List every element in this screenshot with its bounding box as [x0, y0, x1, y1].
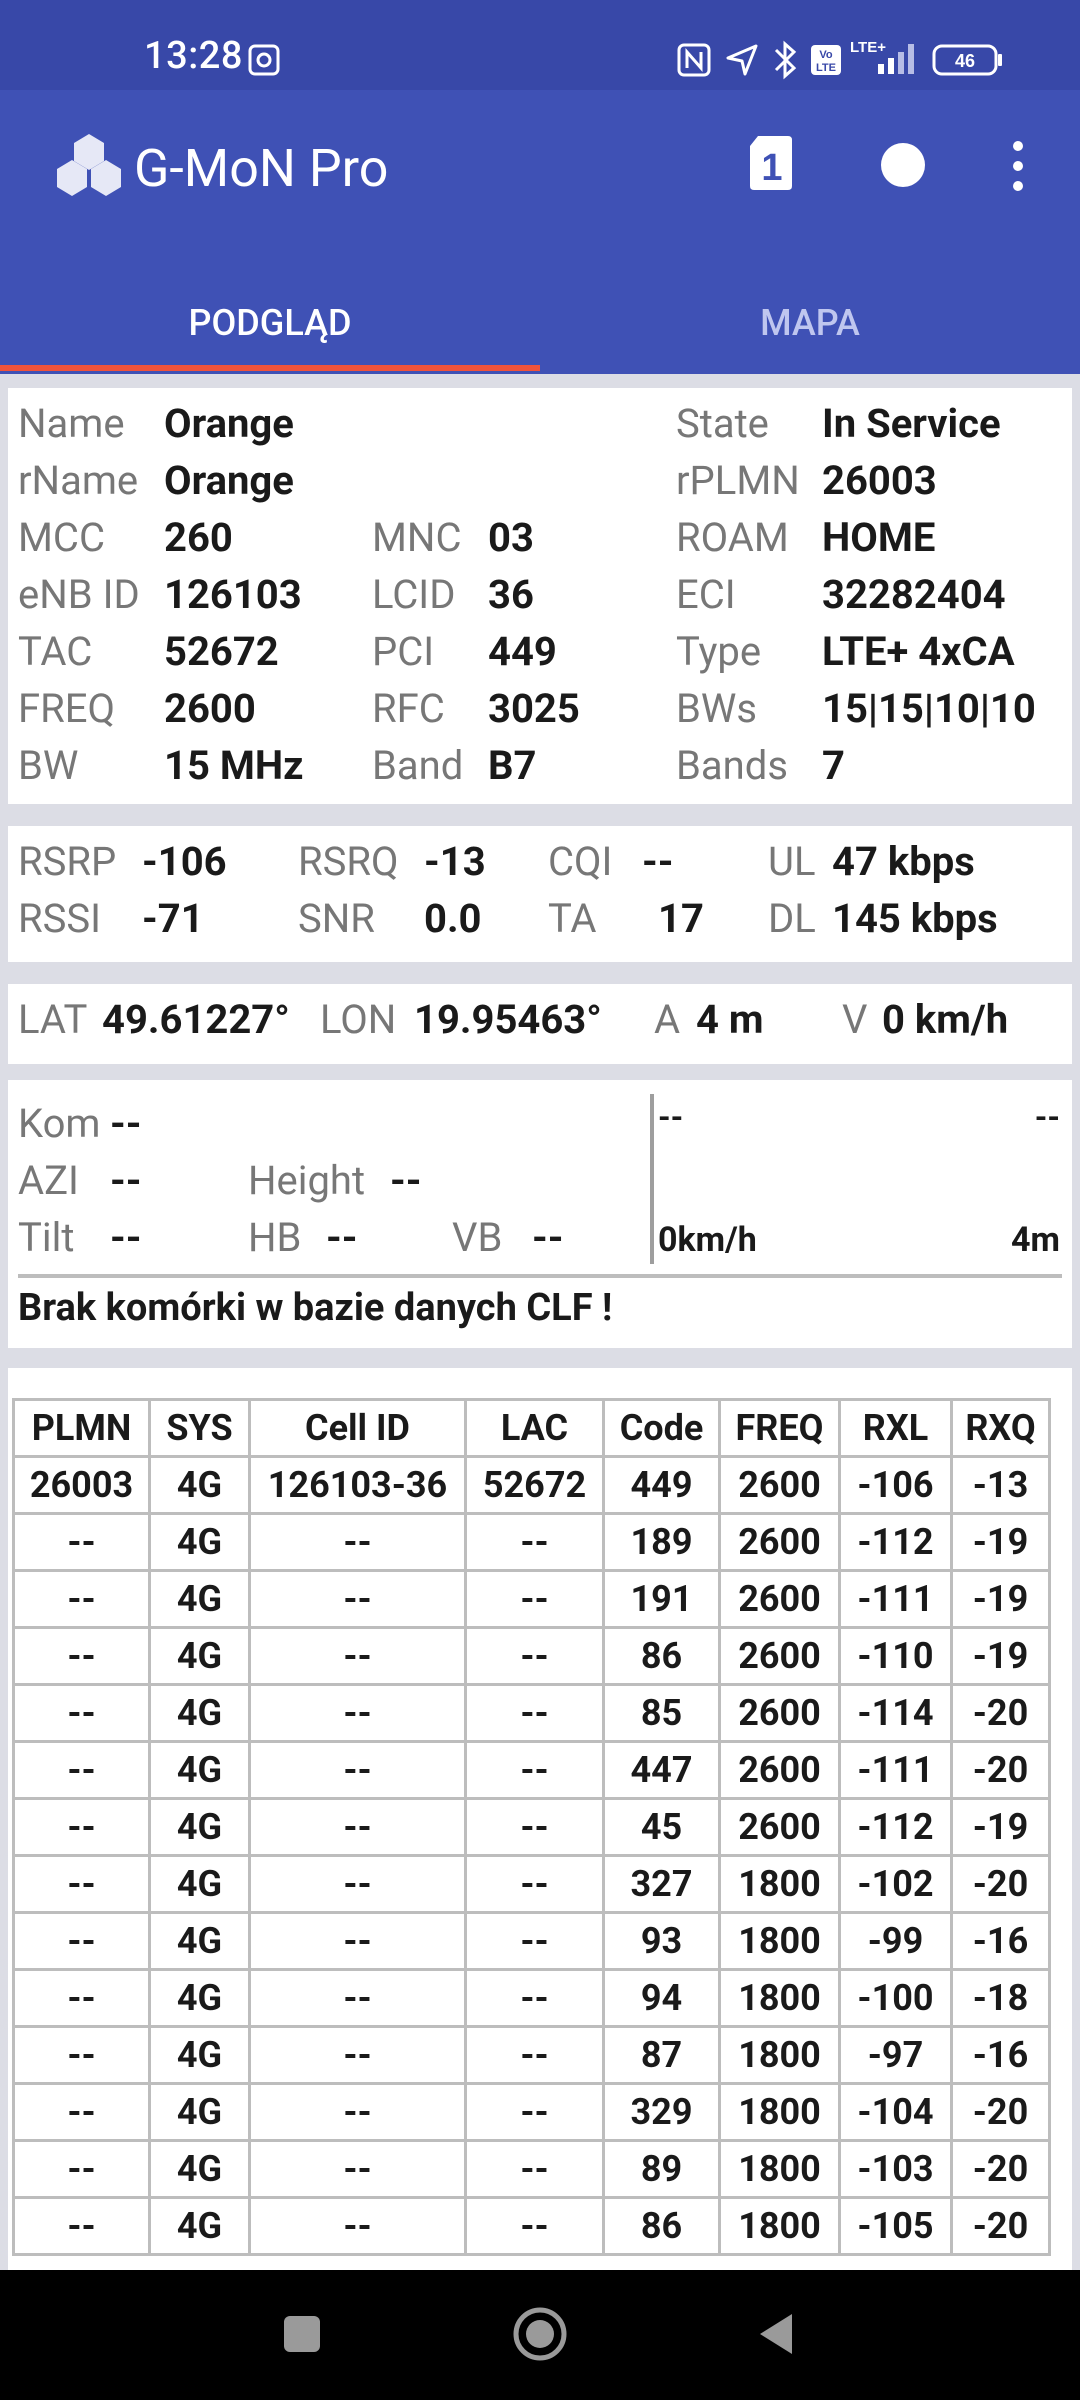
table-row [14, 1742, 1050, 1799]
freq-label: FREQ [18, 685, 116, 732]
rssi-value: -71 [142, 895, 204, 942]
table-cell: 4G [150, 1628, 250, 1685]
signal-card [8, 826, 1072, 962]
home-button[interactable] [512, 2306, 568, 2366]
table-cell: 2600 [720, 1799, 840, 1856]
bw-label: BW [18, 742, 79, 789]
rplmn-label: rPLMN [676, 457, 800, 504]
table-cell: 1800 [720, 1856, 840, 1913]
table-row [14, 1514, 1050, 1571]
svg-text:LTE+: LTE+ [850, 39, 886, 56]
table-cell: 4G [150, 2084, 250, 2141]
table-cell: -111 [840, 1571, 952, 1628]
table-cell: 4G [150, 1457, 250, 1514]
table-cell: -- [466, 1856, 604, 1913]
state-label: State [676, 400, 769, 447]
table-cell: -- [250, 2027, 466, 2084]
table-cell: -- [250, 1628, 466, 1685]
table-cell: -20 [952, 1685, 1050, 1742]
table-cell: -- [250, 1742, 466, 1799]
table-cell: -106 [840, 1457, 952, 1514]
table-cell: -- [250, 2141, 466, 2198]
table-cell: -- [14, 2141, 150, 2198]
table-cell: 93 [604, 1913, 720, 1970]
table-cell: -- [14, 1685, 150, 1742]
type-label: Type [676, 628, 762, 675]
table-cell: 2600 [720, 1742, 840, 1799]
table-cell: 4G [150, 1571, 250, 1628]
table-cell: -- [250, 2198, 466, 2255]
table-cell: -105 [840, 2198, 952, 2255]
back-button[interactable] [756, 2310, 796, 2362]
table-cell: -102 [840, 1856, 952, 1913]
tab-mapa[interactable] [540, 275, 1080, 371]
tilt-value: -- [110, 1214, 142, 1261]
cqi-label: CQI [548, 838, 613, 885]
rssi-label: RSSI [18, 895, 102, 942]
table-cell: 4G [150, 1913, 250, 1970]
enb-value: 126103 [164, 571, 302, 618]
bluetooth-icon [772, 40, 800, 84]
rname-label: rName [18, 457, 139, 504]
bws-label: BWs [676, 685, 758, 732]
hb-value: -- [326, 1214, 358, 1261]
type-value: LTE+ 4xCA [822, 628, 1015, 675]
table-row [14, 1628, 1050, 1685]
table-cell: 52672 [466, 1457, 604, 1514]
table-cell: 86 [604, 2198, 720, 2255]
table-cell: 449 [604, 1457, 720, 1514]
table-cell: -- [14, 1742, 150, 1799]
ta-value: 17 [658, 895, 704, 942]
table-cell: -- [14, 2198, 150, 2255]
table-cell: -- [466, 2027, 604, 2084]
table-cell: 4G [150, 1514, 250, 1571]
height-label: Height [248, 1157, 366, 1204]
table-cell: -- [14, 1970, 150, 2027]
lcid-value: 36 [488, 571, 534, 618]
tab-podglad[interactable] [0, 275, 540, 371]
table-cell: -20 [952, 1742, 1050, 1799]
ta-label: TA [548, 895, 597, 942]
graph-top-right: -- [1034, 1098, 1060, 1136]
azi-value: -- [110, 1157, 142, 1204]
mnc-value: 03 [488, 514, 534, 561]
table-row [14, 1799, 1050, 1856]
table-row [14, 1913, 1050, 1970]
vb-label: VB [452, 1214, 503, 1261]
table-cell: -- [466, 1685, 604, 1742]
neighbors-table [12, 1398, 1051, 2256]
table-cell: 2600 [720, 1571, 840, 1628]
graph-bottom-right: 4m [1011, 1220, 1060, 1260]
sim-1-icon[interactable] [748, 134, 794, 196]
divider [18, 1274, 1062, 1278]
rfc-value: 3025 [488, 685, 580, 732]
table-cell: 4G [150, 1856, 250, 1913]
state-value: In Service [822, 400, 1001, 447]
table-cell: -- [14, 1571, 150, 1628]
rplmn-value: 26003 [822, 457, 937, 504]
table-cell: -18 [952, 1970, 1050, 2027]
rsrp-label: RSRP [18, 838, 117, 885]
bw-value: 15 MHz [164, 742, 304, 789]
roam-label: ROAM [676, 514, 789, 561]
accuracy-label: A [654, 996, 681, 1043]
svg-text:LTE: LTE [816, 62, 836, 74]
tab-indicator [0, 365, 540, 371]
table-cell: 45 [604, 1799, 720, 1856]
table-cell: 86 [604, 1628, 720, 1685]
table-cell: -- [14, 1628, 150, 1685]
table-cell: 4G [150, 2141, 250, 2198]
dl-value: 145 kbps [832, 895, 998, 942]
col-header: SYS [150, 1400, 250, 1457]
col-header: RXL [840, 1400, 952, 1457]
mcc-label: MCC [18, 514, 105, 561]
table-cell: 1800 [720, 1970, 840, 2027]
battery-icon [932, 44, 1004, 80]
table-cell: -103 [840, 2141, 952, 2198]
table-cell: -- [466, 1742, 604, 1799]
height-value: -- [390, 1157, 422, 1204]
table-cell: 191 [604, 1571, 720, 1628]
app-logo-icon [54, 132, 124, 202]
table-cell: 2600 [720, 1685, 840, 1742]
rfc-label: RFC [372, 685, 445, 732]
azi-label: AZI [18, 1157, 79, 1204]
bands-value: 7 [822, 742, 845, 789]
table-header-row [14, 1400, 1050, 1457]
rsrp-value: -106 [142, 838, 227, 885]
table-cell: -- [14, 2027, 150, 2084]
signal-lte-icon [848, 38, 924, 82]
table-cell: 94 [604, 1970, 720, 2027]
neighbors-table-viewport[interactable] [0, 1378, 1080, 2270]
table-row [14, 1970, 1050, 2027]
table-cell: -20 [952, 2198, 1050, 2255]
velocity-value: 0 km/h [882, 996, 1009, 1043]
table-cell: -- [250, 1913, 466, 1970]
roam-value: HOME [822, 514, 936, 561]
table-cell: -- [250, 1970, 466, 2027]
table-cell: -- [466, 1970, 604, 2027]
table-cell: 2600 [720, 1514, 840, 1571]
table-cell: -16 [952, 2027, 1050, 2084]
settings-notification-icon [248, 44, 280, 80]
name-label: Name [18, 400, 125, 447]
table-cell: -- [466, 2084, 604, 2141]
table-cell: -- [250, 1799, 466, 1856]
col-header: Code [604, 1400, 720, 1457]
table-cell: 26003 [14, 1457, 150, 1514]
table-cell: 329 [604, 2084, 720, 2141]
table-cell: -112 [840, 1514, 952, 1571]
record-icon[interactable] [880, 142, 926, 192]
table-cell: -99 [840, 1913, 952, 1970]
table-cell: -19 [952, 1514, 1050, 1571]
table-cell: 4G [150, 1742, 250, 1799]
lat-label: LAT [18, 996, 88, 1043]
network-info-card [8, 388, 1072, 804]
col-header: Cell ID [250, 1400, 466, 1457]
tab-bar [0, 275, 1080, 371]
table-cell: -- [250, 1514, 466, 1571]
table-cell: 4G [150, 1970, 250, 2027]
table-cell: 447 [604, 1742, 720, 1799]
table-cell: -20 [952, 2141, 1050, 2198]
eci-label: ECI [676, 571, 736, 618]
table-cell: -20 [952, 2084, 1050, 2141]
table-cell: -114 [840, 1685, 952, 1742]
dl-label: DL [768, 895, 816, 942]
table-cell: 4G [150, 1799, 250, 1856]
nfc-icon [676, 42, 712, 82]
table-cell: -112 [840, 1799, 952, 1856]
table-cell: -- [14, 2084, 150, 2141]
tab-label: MAPA [760, 302, 860, 344]
bands-label: Bands [676, 742, 788, 789]
table-cell: -- [466, 1913, 604, 1970]
table-cell: -20 [952, 1856, 1050, 1913]
ul-value: 47 kbps [832, 838, 975, 885]
lat-value: 49.61227° [102, 996, 290, 1043]
lon-value: 19.95463° [414, 996, 602, 1043]
system-nav-bar [0, 2270, 1080, 2400]
table-row [14, 1457, 1050, 1514]
graph-divider [650, 1094, 654, 1264]
kom-label: Kom [18, 1100, 101, 1147]
graph-bottom-left: 0km/h [658, 1220, 757, 1260]
table-cell: -- [466, 1628, 604, 1685]
table-cell: -- [250, 1856, 466, 1913]
table-cell: 85 [604, 1685, 720, 1742]
rsrq-value: -13 [424, 838, 486, 885]
velocity-label: V [842, 996, 868, 1043]
table-row [14, 2198, 1050, 2255]
snr-value: 0.0 [424, 895, 482, 942]
table-cell: -110 [840, 1628, 952, 1685]
table-row [14, 2084, 1050, 2141]
table-cell: 4G [150, 2027, 250, 2084]
table-cell: -104 [840, 2084, 952, 2141]
table-cell: 4G [150, 1685, 250, 1742]
table-cell: 2600 [720, 1628, 840, 1685]
table-row [14, 1685, 1050, 1742]
bws-value: 15|15|10|10 [822, 685, 1036, 732]
tab-label: PODGLĄD [188, 302, 352, 344]
table-cell: 1800 [720, 2141, 840, 2198]
table-cell: -- [14, 1913, 150, 1970]
kom-value: -- [110, 1100, 142, 1147]
cell-info-card [8, 1080, 1072, 1348]
col-header: PLMN [14, 1400, 150, 1457]
table-cell: 126103-36 [250, 1457, 466, 1514]
rsrq-label: RSRQ [298, 838, 399, 885]
graph-top-left: -- [658, 1098, 684, 1136]
table-cell: 87 [604, 2027, 720, 2084]
more-options-icon[interactable] [1008, 140, 1028, 196]
table-cell: -- [14, 1856, 150, 1913]
table-row [14, 1856, 1050, 1913]
tilt-label: Tilt [18, 1214, 75, 1261]
band-label: Band [372, 742, 464, 789]
vb-value: -- [532, 1214, 564, 1261]
app-bar [0, 90, 1080, 374]
cqi-value: -- [642, 838, 674, 885]
app-title: G-MoN Pro [134, 138, 389, 199]
table-cell: -19 [952, 1628, 1050, 1685]
table-cell: 189 [604, 1514, 720, 1571]
table-cell: -19 [952, 1799, 1050, 1856]
volte-icon [810, 44, 842, 80]
table-cell: 327 [604, 1856, 720, 1913]
table-cell: -- [466, 1799, 604, 1856]
table-cell: -- [250, 1571, 466, 1628]
table-cell: -- [250, 1685, 466, 1742]
band-value: B7 [488, 742, 537, 789]
table-cell: -16 [952, 1913, 1050, 1970]
rname-value: Orange [164, 457, 294, 504]
table-row [14, 1571, 1050, 1628]
table-cell: -97 [840, 2027, 952, 2084]
status-bar [0, 0, 1080, 90]
table-cell: -- [466, 1571, 604, 1628]
pci-label: PCI [372, 628, 435, 675]
clf-message: Brak komórki w bazie danych CLF ! [18, 1286, 613, 1330]
location-arrow-icon [724, 42, 760, 82]
eci-value: 32282404 [822, 571, 1006, 618]
table-cell: -19 [952, 1571, 1050, 1628]
table-cell: -- [466, 1514, 604, 1571]
table-cell: -- [14, 1799, 150, 1856]
ul-label: UL [768, 838, 816, 885]
col-header: RXQ [952, 1400, 1050, 1457]
table-cell: -111 [840, 1742, 952, 1799]
mcc-value: 260 [164, 514, 233, 561]
recents-button[interactable] [282, 2314, 322, 2358]
pci-value: 449 [488, 628, 557, 675]
enb-label: eNB ID [18, 571, 140, 618]
table-row [14, 2141, 1050, 2198]
tac-label: TAC [18, 628, 93, 675]
table-cell: 1800 [720, 2198, 840, 2255]
tac-value: 52672 [164, 628, 279, 675]
status-time: 13:28 [144, 34, 243, 78]
svg-text:1: 1 [761, 147, 783, 189]
name-value: Orange [164, 400, 294, 447]
table-cell: -- [466, 2141, 604, 2198]
table-cell: -- [14, 1514, 150, 1571]
freq-value: 2600 [164, 685, 256, 732]
col-header: FREQ [720, 1400, 840, 1457]
lcid-label: LCID [372, 571, 456, 618]
col-header: LAC [466, 1400, 604, 1457]
snr-label: SNR [298, 895, 375, 942]
table-cell: -13 [952, 1457, 1050, 1514]
table-cell: 1800 [720, 2084, 840, 2141]
table-cell: 1800 [720, 1913, 840, 1970]
table-row [14, 2027, 1050, 2084]
location-card [8, 984, 1072, 1064]
mnc-label: MNC [372, 514, 462, 561]
table-cell: 4G [150, 2198, 250, 2255]
accuracy-value: 4 m [696, 996, 764, 1043]
table-cell: -- [466, 2198, 604, 2255]
table-cell: 2600 [720, 1457, 840, 1514]
svg-text:46: 46 [954, 51, 976, 71]
table-cell: -100 [840, 1970, 952, 2027]
hb-label: HB [248, 1214, 302, 1261]
table-cell: 89 [604, 2141, 720, 2198]
lon-label: LON [320, 996, 397, 1043]
svg-text:Vo: Vo [819, 49, 833, 61]
table-cell: -- [250, 2084, 466, 2141]
table-cell: 1800 [720, 2027, 840, 2084]
